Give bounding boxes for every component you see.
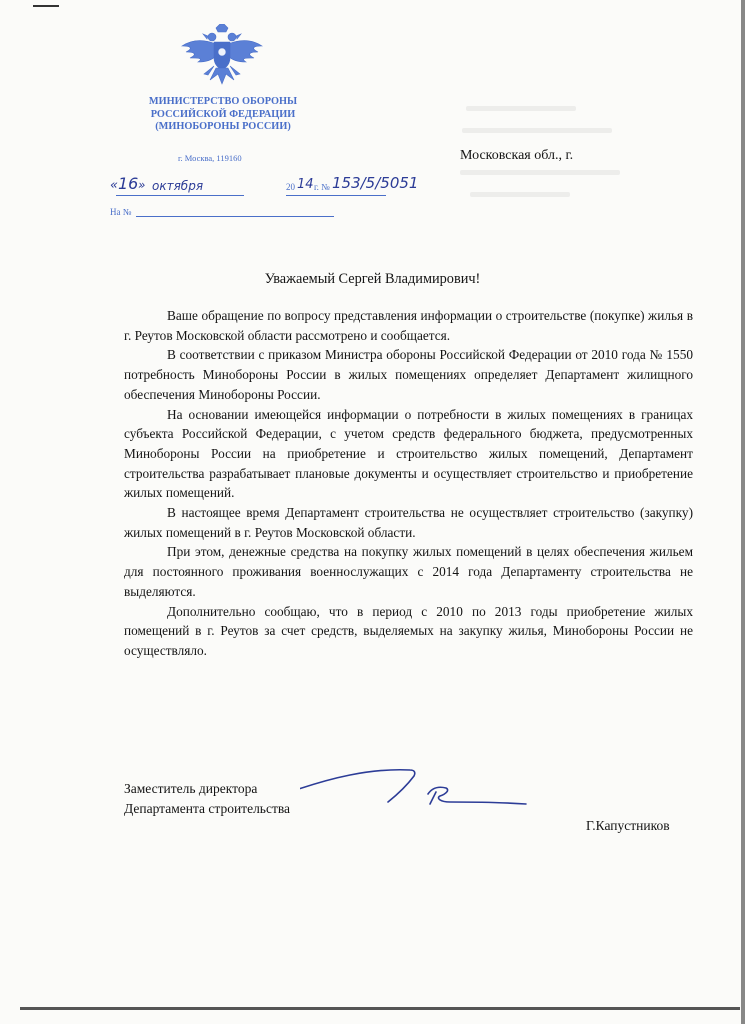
scan-mark xyxy=(33,5,59,7)
redacted-line xyxy=(462,128,612,133)
recipient-address: Московская обл., г. xyxy=(460,148,574,163)
body-paragraph: Ваше обращение по вопросу представления информации о строительстве (покупке) жилья в г. Реутов Московской области рассмотрено и сообщается. xyxy=(124,308,693,343)
body-paragraph: При этом, денежные средства на покупку жилых помещений в целях обеспечения жильем для постоянного проживания военнослужащих с 2014 года Департаменту строительства не выделяются. xyxy=(124,544,693,599)
ministry-line: РОССИЙСКОЙ ФЕДЕРАЦИИ xyxy=(150,108,296,120)
body-paragraph: В соответствии с приказом Министра обороны Российской Федерации от 2010 года № 1550 потребность Минобороны России в жилых помещениях определяет Департамент жилищного обеспечения Минобороны России. xyxy=(124,347,693,402)
reference-number-label: На № xyxy=(110,207,132,217)
signer-position xyxy=(124,779,290,819)
redacted-line xyxy=(460,170,620,175)
scan-edge-bottom xyxy=(20,1007,740,1010)
body-paragraph: В настоящее время Департамент строительства не осуществляет строительство (закупку) жилых помещений в г. Реутов Московской области. xyxy=(124,505,693,540)
outgoing-date-number xyxy=(110,174,419,200)
scan-edge-right xyxy=(741,0,745,1024)
redacted-line xyxy=(466,106,576,111)
date-day: 16 xyxy=(118,174,139,193)
number-label: г. № xyxy=(314,182,330,192)
year-prefix: 20 xyxy=(286,182,295,192)
ministry-address: г. Москва, 119160 xyxy=(178,153,242,163)
outgoing-number: 153/5/5051 xyxy=(332,174,419,192)
salutation: Уважаемый Сергей Владимирович! xyxy=(264,271,481,287)
signer-position-line: Заместитель директора xyxy=(124,781,258,796)
signer-position-line: Департамента строительства xyxy=(124,801,291,816)
double-headed-eagle-icon xyxy=(176,24,268,88)
year-handwritten: 14 xyxy=(297,177,314,192)
number-underline xyxy=(286,195,386,196)
reference-underline xyxy=(136,216,334,217)
letter-body xyxy=(124,306,693,661)
body-paragraph: На основании имеющейся информации о потребности в жилых помещениях в границах субъекта Российской Федерации, с учетом средств федерального бюджета, предусмотренных Минобороны России на приобретение и строительство жилых помещений, Департамент строительства разрабатывает плановые документы и осуществляет строительство и приобретение жилых помещений. xyxy=(124,406,693,501)
handwritten-signature-icon xyxy=(300,758,540,818)
body-paragraph: Дополнительно сообщаю, что в период с 2010 по 2013 годы приобретение жилых помещений в г. Реутов за счет средств, выделяемых на закупку жилья, Минобороны России не осуществляло. xyxy=(124,603,693,658)
ministry-name xyxy=(118,96,328,134)
date-underline xyxy=(116,195,244,196)
date-close-quote: » xyxy=(138,178,146,192)
date-open-quote: « xyxy=(110,178,119,193)
redacted-line xyxy=(470,192,570,197)
signer-name: Г.Капустников xyxy=(586,818,670,833)
ministry-line: (МИНОБОРОНЫ РОССИИ) xyxy=(155,121,291,132)
date-month: октября xyxy=(152,179,204,193)
ministry-line: МИНИСТЕРСТВО ОБОРОНЫ xyxy=(148,96,298,107)
